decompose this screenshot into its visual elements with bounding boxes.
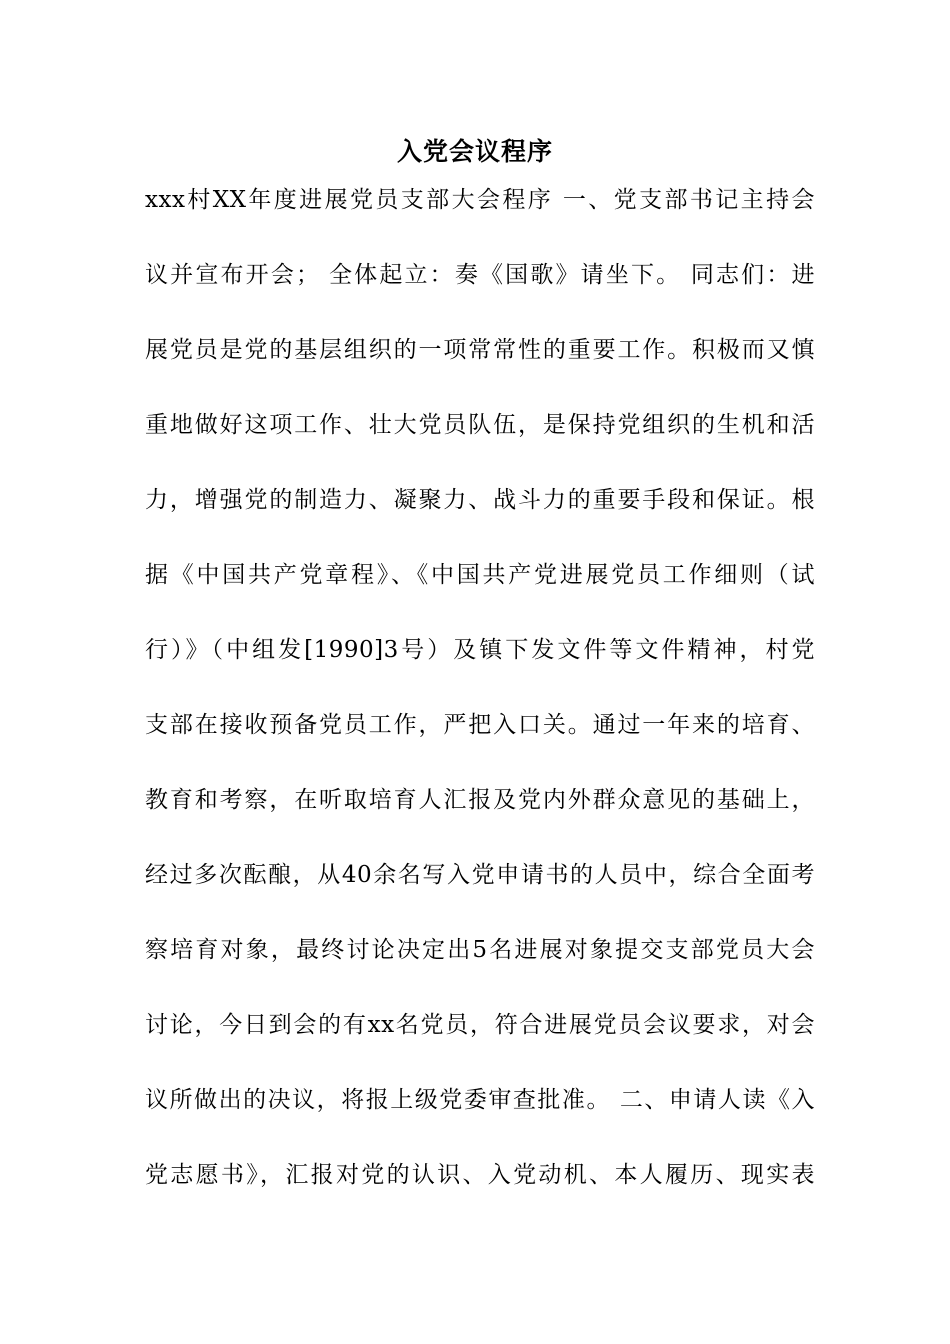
body-line-9: 教育和考察，在听取培育人汇报及党内外群众意见的基础上， (145, 787, 815, 813)
body-line-6: 据《中国共产党章程》、《中国共产党进展党员工作细则（试 (145, 562, 815, 588)
body-line-12: 讨论，今日到会的有xx名党员，符合进展党员会议要求，对会 (145, 1012, 815, 1038)
body-line-13: 议所做出的决议，将报上级党委审查批准。 二、申请人读《入 (145, 1087, 815, 1113)
body-line-11: 察培育对象，最终讨论决定出5名进展对象提交支部党员大会 (145, 937, 815, 963)
document-body (145, 178, 815, 1228)
body-line-10: 经过多次酝酿，从40余名写入党申请书的人员中，综合全面考 (145, 862, 815, 888)
body-line-3: 展党员是党的基层组织的一项常常性的重要工作。积极而又慎 (145, 337, 815, 363)
body-line-4: 重地做好这项工作、壮大党员队伍，是保持党组织的生机和活 (145, 412, 815, 438)
document-title: 入党会议程序 (396, 137, 553, 166)
body-line-8: 支部在接收预备党员工作，严把入口关。通过一年来的培育、 (145, 712, 815, 738)
body-line-1: xxx村XX年度进展党员支部大会程序 一、党支部书记主持会 (145, 187, 815, 213)
body-line-7: 行）》（中组发[1990]3号）及镇下发文件等文件精神，村党 (145, 637, 815, 663)
body-line-2: 议并宣布开会； 全体起立：奏《国歌》请坐下。 同志们：进 (145, 262, 815, 288)
body-line-5: 力，增强党的制造力、凝聚力、战斗力的重要手段和保证。根 (145, 487, 815, 513)
body-line-14: 党志愿书》，汇报对党的认识、入党动机、本人履历、现实表 (145, 1162, 815, 1188)
